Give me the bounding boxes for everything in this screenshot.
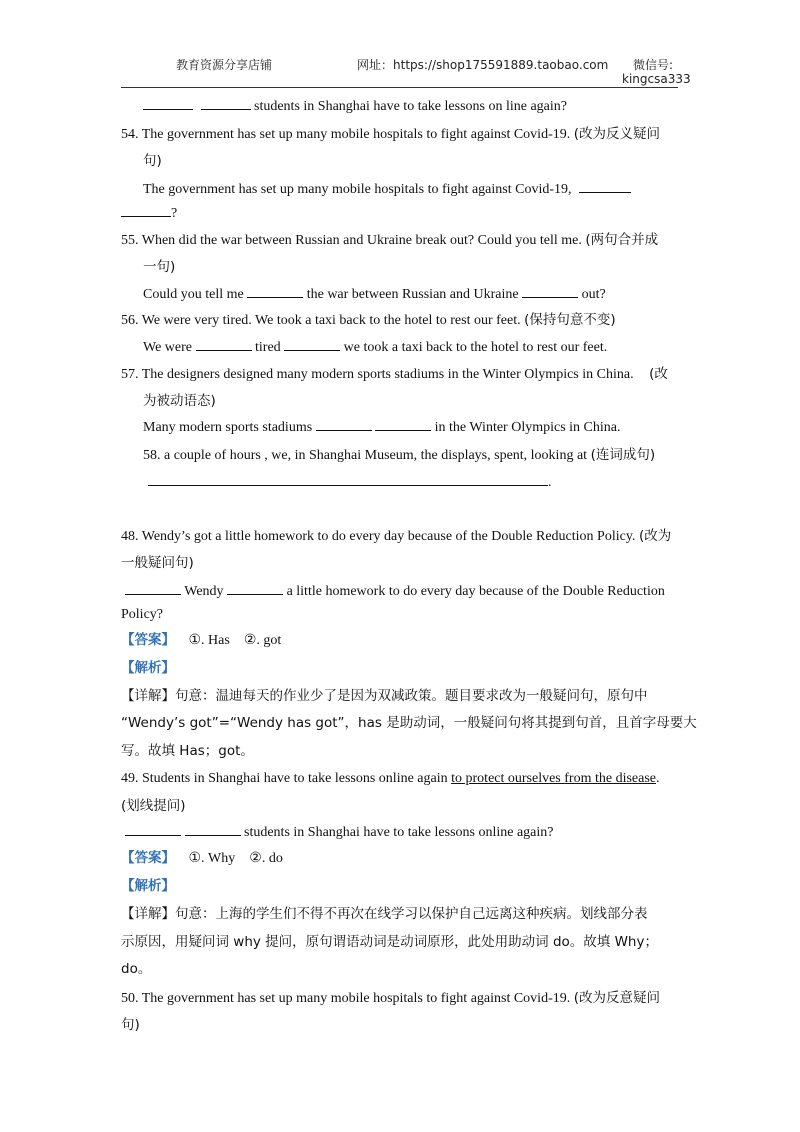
q58-answer-line xyxy=(148,472,552,493)
q57-instruction: (改 xyxy=(649,366,668,382)
blank xyxy=(284,337,340,351)
blank xyxy=(148,472,548,486)
q56-part1: We were xyxy=(143,340,193,355)
q58-period: . xyxy=(548,475,552,490)
q54-stem xyxy=(121,124,660,145)
q49-answer xyxy=(121,848,283,869)
blank xyxy=(579,179,631,193)
q55-part3: out? xyxy=(581,287,606,302)
q48-answer-text: ①. Has ②. got xyxy=(188,633,282,648)
q48-detail-text-1: 句意：温迪每天的作业少了是因为双减政策。题目要求改为一般疑问句，原句中 xyxy=(175,688,648,704)
q49-answer-text: ①. Why ②. do xyxy=(188,851,283,866)
header-url-label: 网址： xyxy=(357,58,394,72)
q48-detail-text-3: 写。故填 Has；got。 xyxy=(121,743,254,759)
q48-part2: a little homework to do every day because of the Double Reduction xyxy=(286,584,665,599)
q49-detail-1 xyxy=(121,904,648,924)
q50-instruction: (改为反意疑问 xyxy=(573,990,661,1006)
analysis-tag: 【解析】 xyxy=(121,660,175,676)
q56-part2: tired xyxy=(255,340,281,355)
q49-instruction: (划线提问) xyxy=(121,798,186,814)
q48-answer-line xyxy=(125,581,665,602)
q53-text: students in Shanghai have to take lessons on line again? xyxy=(254,99,567,114)
q55-instruction: (两句合并成 xyxy=(585,232,659,248)
q49-stem-text: 49. Students in Shanghai have to take lessons online again xyxy=(121,771,448,786)
q48-instruction-cont: 一般疑问句) xyxy=(121,555,194,571)
detail-tag: 【详解】 xyxy=(121,906,175,922)
q54-instruction-cont: 句) xyxy=(143,153,162,169)
q48-analysis xyxy=(121,658,175,679)
header-wechat-label: 微信号: xyxy=(633,58,674,72)
q48-detail-text-2: “Wendy’s got”=“Wendy has got”，has 是助动词，一般疑问句将其提到句首，且首字母要大 xyxy=(121,715,697,731)
blank xyxy=(143,96,193,110)
q55-answer-line xyxy=(143,284,606,305)
q48-stem xyxy=(121,526,671,547)
q49-underlined-part: to protect ourselves from the disease xyxy=(451,771,657,786)
blank xyxy=(247,284,303,298)
q54-qmark: ? xyxy=(171,206,178,221)
q49-stem xyxy=(121,769,660,789)
q49-detail-text-3: do。 xyxy=(121,961,152,977)
q57-stem-text: 57. The designers designed many modern sports stadiums in the Winter Olympics in China. xyxy=(121,367,634,382)
q56-stem xyxy=(121,310,616,331)
q53-answer-line xyxy=(143,96,567,117)
blank xyxy=(201,96,251,110)
q54-instruction: (改为反义疑问 xyxy=(573,126,661,142)
q54-answer-line xyxy=(143,179,631,200)
header-url-value: https://shop175591889.taobao.com xyxy=(393,58,609,72)
q55-stem-text: 55. When did the war between Russian and Ukraine break out? Could you tell me. xyxy=(121,233,582,248)
q48-answer xyxy=(121,630,281,651)
blank xyxy=(196,337,252,351)
q56-part3: we took a taxi back to the hotel to rest our feet. xyxy=(343,340,608,355)
q48-detail-1 xyxy=(121,686,648,706)
q56-answer-line xyxy=(143,337,607,358)
blank xyxy=(522,284,578,298)
q56-stem-text: 56. We were very tired. We took a taxi back to the hotel to rest our feet. xyxy=(121,313,521,328)
analysis-tag: 【解析】 xyxy=(121,878,175,894)
q54-answer-text: The government has set up many mobile hospitals to fight against Covid-19, xyxy=(143,182,572,197)
blank xyxy=(125,822,181,836)
blank xyxy=(316,417,372,431)
q49-part1: students in Shanghai have to take lessons online again? xyxy=(244,825,554,840)
q56-instruction: (保持句意不变) xyxy=(524,312,616,328)
q50-instruction-cont: 句) xyxy=(121,1017,140,1033)
q48-stem-text: 48. Wendy’s got a little homework to do every day because of the Double Reduction Policy. xyxy=(121,529,636,544)
q48-part1: Wendy xyxy=(184,584,224,599)
answer-tag: 【答案】 xyxy=(121,850,175,866)
q55-stem xyxy=(121,230,658,251)
answer-tag: 【答案】 xyxy=(121,632,175,648)
q54-answer-line-2 xyxy=(121,203,177,224)
q54-stem-text: 54. The government has set up many mobile hospitals to fight against Covid-19. xyxy=(121,127,571,142)
q49-period: . xyxy=(656,771,660,786)
blank xyxy=(125,581,181,595)
blank xyxy=(185,822,241,836)
q55-part1: Could you tell me xyxy=(143,287,244,302)
q57-instruction-cont: 为被动语态) xyxy=(143,393,216,409)
header-divider xyxy=(121,87,678,88)
detail-tag: 【详解】 xyxy=(121,688,175,704)
blank xyxy=(227,581,283,595)
q57-part1: Many modern sports stadiums xyxy=(143,420,313,435)
blank xyxy=(121,203,171,217)
header-shop-name: 教育资源分享店铺 xyxy=(176,58,273,72)
q49-detail-text-1: 句意：上海的学生们不得不再次在线学习以保护自己远离这种疾病。划线部分表 xyxy=(175,906,648,922)
header-wechat-id: kingcsa333 xyxy=(622,72,691,86)
q49-analysis xyxy=(121,876,175,897)
q57-answer-line xyxy=(143,417,620,438)
q58-stem-text: 58. a couple of hours , we, in Shanghai Museum, the displays, spent, looking at xyxy=(143,448,588,463)
q49-detail-text-2: 示原因，用疑问词 why 提问，原句谓语动词是动词原形，此处用助动词 do。故填 Why； xyxy=(121,934,658,950)
q48-part3: Policy? xyxy=(121,607,163,622)
q58-instruction: (连词成句) xyxy=(590,447,656,463)
q50-stem-text: 50. The government has set up many mobile hospitals to fight against Covid-19. xyxy=(121,991,571,1006)
header-url xyxy=(357,56,608,76)
q57-stem xyxy=(121,364,668,385)
q58-stem xyxy=(143,445,655,466)
q50-stem xyxy=(121,988,660,1009)
q48-instruction: (改为 xyxy=(638,528,672,544)
q57-part2: in the Winter Olympics in China. xyxy=(434,420,621,435)
q55-instruction-cont: 一句) xyxy=(143,259,176,275)
q49-answer-line xyxy=(125,822,554,843)
blank xyxy=(375,417,431,431)
q55-part2: the war between Russian and Ukraine xyxy=(306,287,519,302)
